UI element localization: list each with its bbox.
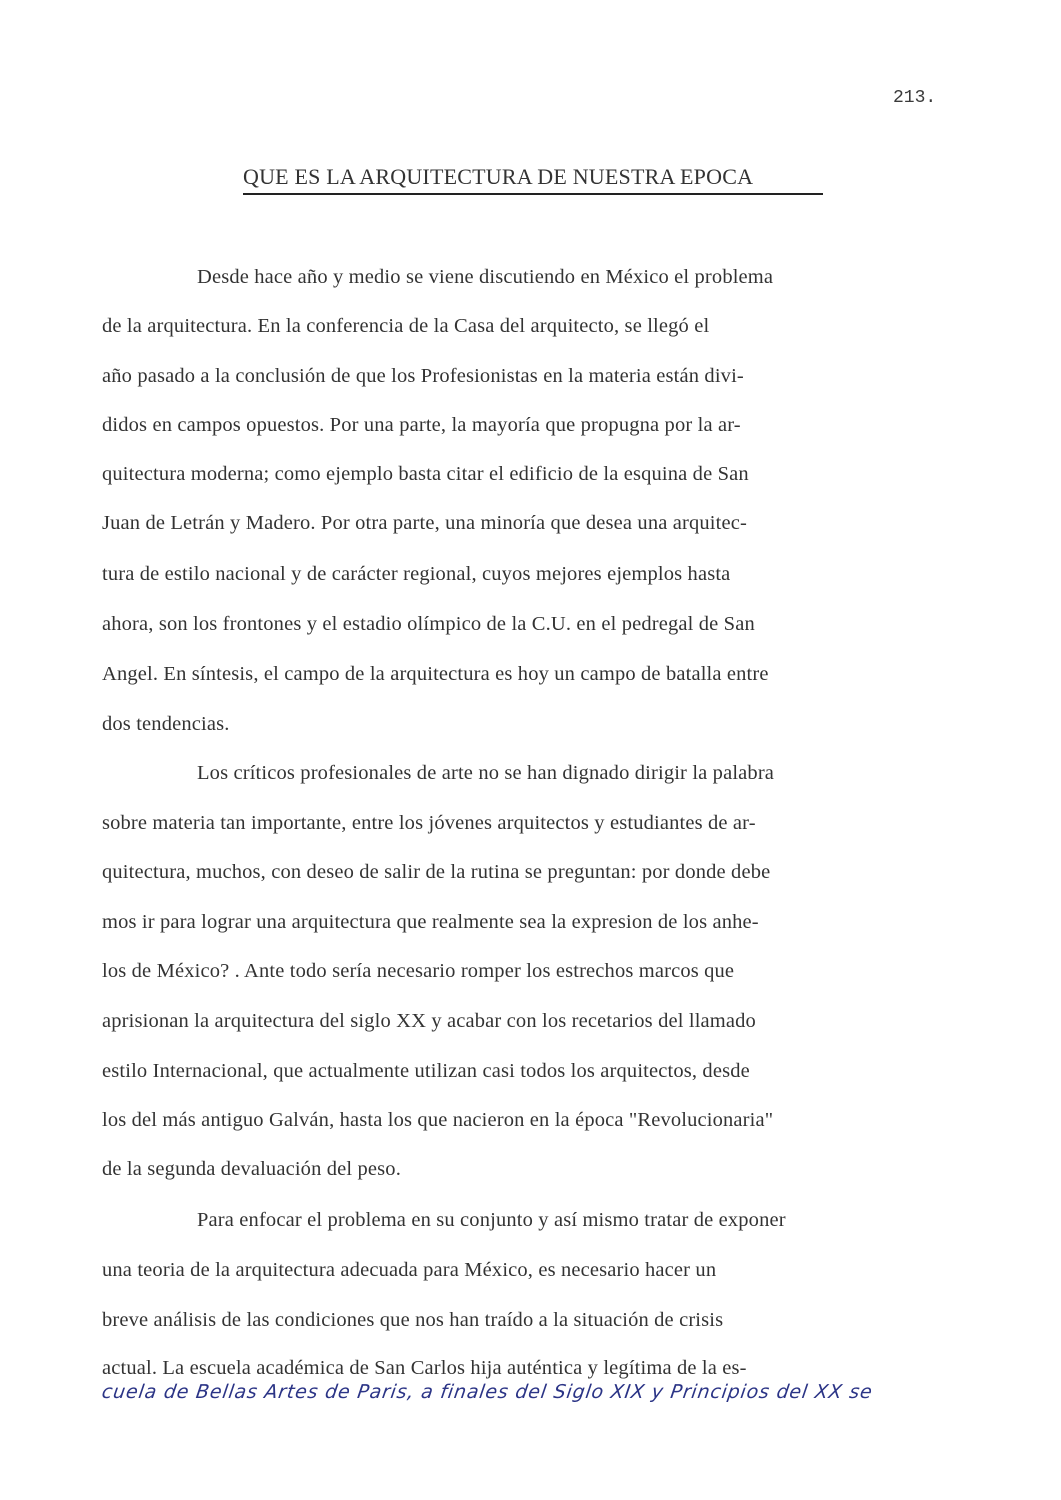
text-line: quitectura moderna; como ejemplo basta citar el edificio de la esquina de San xyxy=(102,463,749,485)
text-line: Angel. En síntesis, el campo de la arquitectura es hoy un campo de batalla entre xyxy=(102,663,769,685)
text-line: actual. La escuela académica de San Carlos hija auténtica y legítima de la es- xyxy=(102,1357,747,1379)
text-line: aprisionan la arquitectura del siglo XX y acabar con los recetarios del llamado xyxy=(102,1010,756,1032)
page-number: 213. xyxy=(893,88,937,108)
text-line: ahora, son los frontones y el estadio olímpico de la C.U. en el pedregal de San xyxy=(102,613,755,635)
text-line: breve análisis de las condiciones que nos han traído a la situación de crisis xyxy=(102,1309,724,1331)
text-line: Desde hace año y medio se viene discutiendo en México el problema xyxy=(197,266,774,288)
document-title: QUE ES LA ARQUITECTURA DE NUESTRA EPOCA xyxy=(243,164,823,195)
text-line: sobre materia tan importante, entre los jóvenes arquitectos y estudiantes de ar- xyxy=(102,812,756,834)
text-line: los del más antiguo Galván, hasta los que nacieron en la época "Revolucionaria" xyxy=(102,1109,774,1131)
text-line: los de México? . Ante todo sería necesario romper los estrechos marcos que xyxy=(102,960,735,982)
text-line: Para enfocar el problema en su conjunto y así mismo tratar de exponer xyxy=(197,1209,786,1231)
text-line: quitectura, muchos, con deseo de salir de la rutina se preguntan: por donde debe xyxy=(102,861,771,883)
text-line: tura de estilo nacional y de carácter regional, cuyos mejores ejemplos hasta xyxy=(102,563,731,585)
text-line: didos en campos opuestos. Por una parte, la mayoría que propugna por la ar- xyxy=(102,414,741,436)
text-line: Juan de Letrán y Madero. Por otra parte, una minoría que desea una arquitec- xyxy=(102,512,747,534)
text-line: año pasado a la conclusión de que los Profesionistas en la materia están divi- xyxy=(102,365,744,387)
handwritten-note: cuela de Bellas Artes de Paris, a finales del Siglo XIX y Principios del XX se xyxy=(100,1381,875,1403)
text-line: de la segunda devaluación del peso. xyxy=(102,1158,401,1180)
text-line: una teoria de la arquitectura adecuada para México, es necesario hacer un xyxy=(102,1259,717,1281)
text-line: Los críticos profesionales de arte no se han dignado dirigir la palabra xyxy=(197,762,775,784)
text-line: estilo Internacional, que actualmente utilizan casi todos los arquitectos, desde xyxy=(102,1060,750,1082)
text-line: mos ir para lograr una arquitectura que realmente sea la expresion de los anhe- xyxy=(102,911,759,933)
text-line: de la arquitectura. En la conferencia de la Casa del arquitecto, se llegó el xyxy=(102,315,710,337)
text-line: dos tendencias. xyxy=(102,713,230,735)
